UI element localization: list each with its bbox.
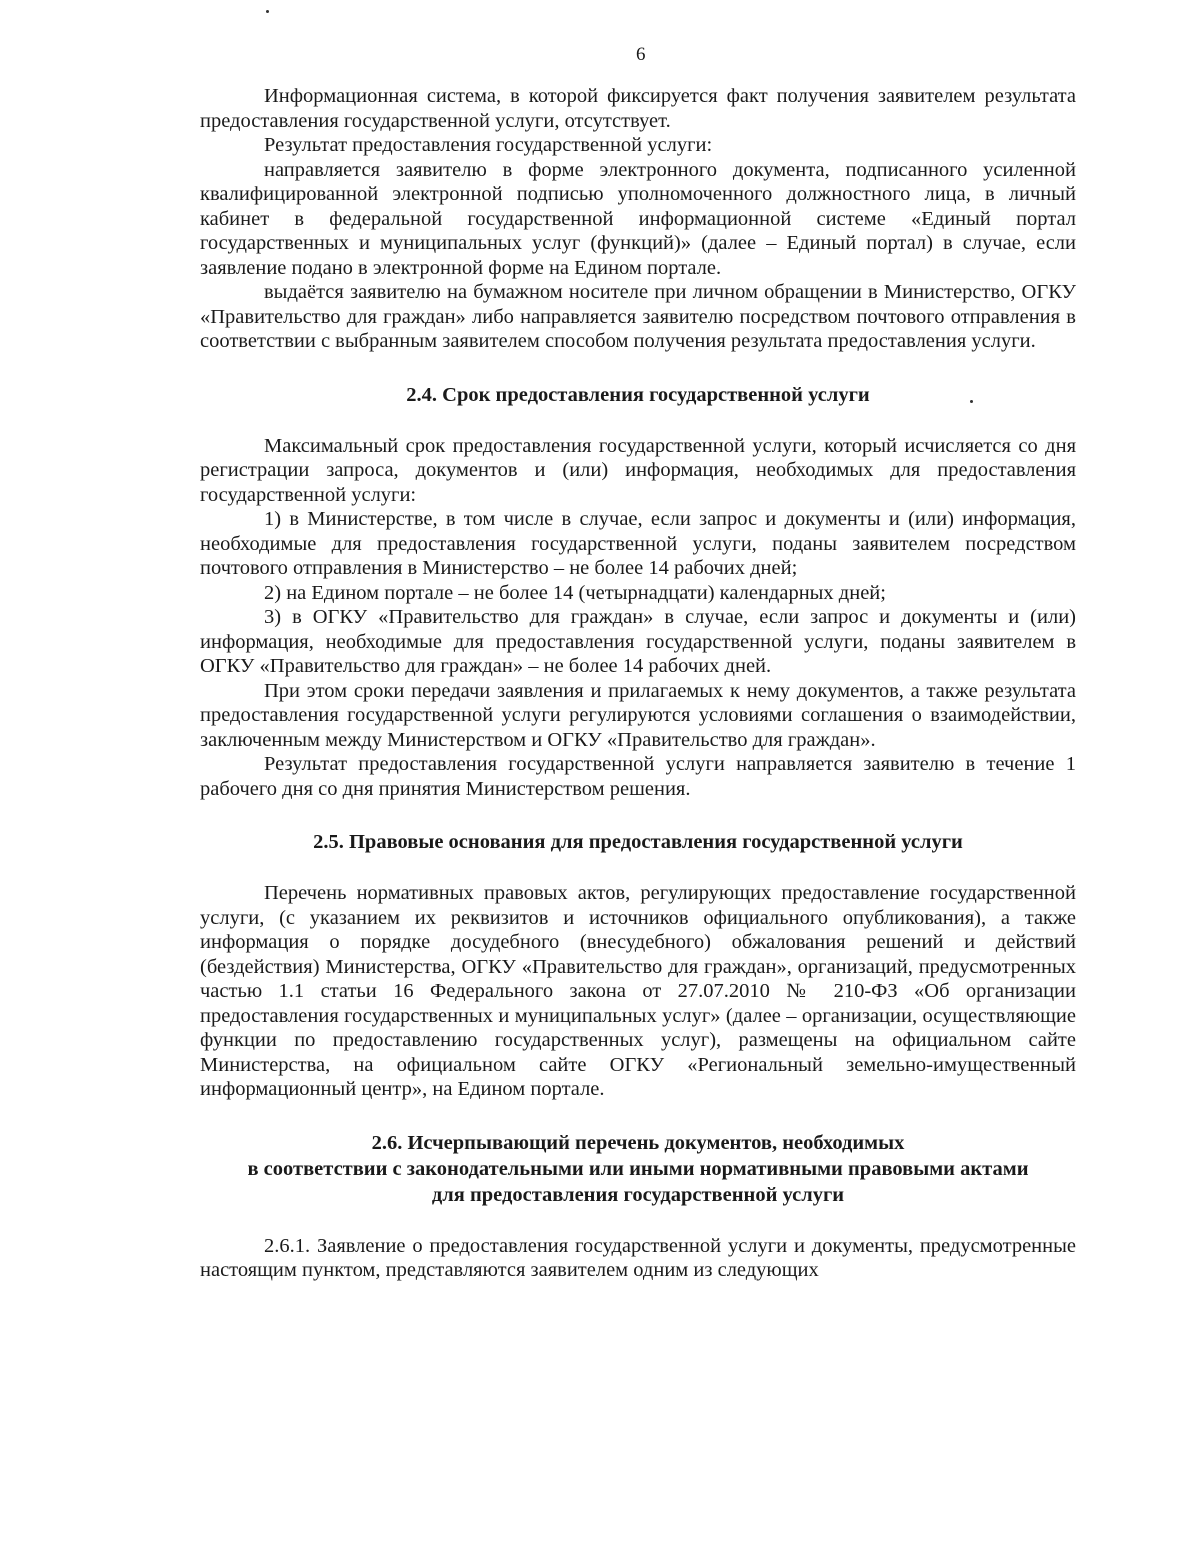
paragraph: Результат предоставления государственной услуги: [264, 134, 713, 156]
section-heading-2-4: 2.4. Срок предоставления государственной услуги [406, 383, 870, 406]
heading-line: 2.6. Исчерпывающий перечень документов, необходимых [371, 1131, 905, 1154]
paragraph: Информационная система, в которой фиксируется факт получения заявителем результата предоставления государственной услуги, отсутствует. [200, 85, 1076, 132]
paragraph: 2.6.1. Заявление о предоставления государственной услуги и документы, предусмотренные настоящим пунктом, представляются заявителем одним из следующих [200, 1234, 1076, 1281]
paragraph: 1) в Министерстве, в том числе в случае, если запрос и документы и (или) информация, необходимые для предоставления государственной услуги, поданы заявителем посредством почтового отправления в Министерство – не более 14 рабочих дней; [200, 508, 1076, 579]
paragraph: При этом сроки передачи заявления и прилагаемых к нему документов, а также результата предоставления государственной услуги регулируются условиями соглашения о взаимодействии, заключенным между Министерством и ОГКУ «Правительство для граждан». [200, 679, 1076, 751]
heading-line: в соответствии с законодательными или иными нормативными правовыми актами [247, 1157, 1029, 1180]
paragraph: 3) в ОГКУ «Правительство для граждан» в случае, если запрос и документы и (или) информация, необходимые для предоставления государственной услуги, поданы заявителем в ОГКУ «Правительство для граждан» – не более 14 рабочих дней. [200, 606, 1076, 677]
paragraph: 2) на Едином портале – не более 14 (четырнадцати) календарных дней; [264, 581, 886, 604]
scan-speck [266, 10, 269, 13]
paragraph: Перечень нормативных правовых актов, регулирующих предоставление государственной услуги, (с указанием их реквизитов и источников официального опубликования), а также информация о порядке досудебного (внесудебного) обжалования решений и действий (бездействия) Министерства, ОГКУ «Правительство для граждан», организаций, предусмотренных частью 1.1 статьи 16 Федерального закона от 27.07.2010 № 210-ФЗ «Об организации предоставления государственных и муниципальных услуг» (далее – организации, осуществляющие функции по предоставлению государственных услуг), размещены на официальном сайте Министерства, на официальном сайте ОГКУ «Региональный земельно-имущественный информационный центр», на Едином портале. [200, 882, 1076, 1100]
section-heading-2-6 [200, 1130, 1076, 1208]
section-heading-2-5: 2.5. Правовые основания для предоставления государственной услуги [313, 831, 963, 853]
paragraph: направляется заявителю в форме электронного документа, подписанного усиленной квалифицированной электронной подписью уполномоченного должностного лица, в личный кабинет в федеральной государственной информационной системе «Единый портал государственных и муниципальных услуг (функций)» (далее – Единый портал) в случае, если заявление подано в электронной форме на Едином портале. [200, 158, 1076, 279]
paragraph: выдаётся заявителю на бумажном носителе при личном обращении в Министерство, ОГКУ «Правительство для граждан» либо направляется заявителю посредством почтового отправления в соответствии с выбранным заявителем способом получения результата предоставления услуги. [200, 281, 1076, 352]
heading-line: для предоставления государственной услуги [431, 1183, 845, 1206]
paragraph: Результат предоставления государственной услуги направляется заявителю в течение 1 рабочего дня со дня принятия Министерством решения. [200, 753, 1076, 800]
page-number: 6 [636, 44, 646, 65]
document-body [200, 84, 1076, 1283]
paragraph: Максимальный срок предоставления государственной услуги, который исчисляется со дня регистрации запроса, документов и (или) информация, необходимых для предоставления государственной услуги: [200, 434, 1076, 506]
